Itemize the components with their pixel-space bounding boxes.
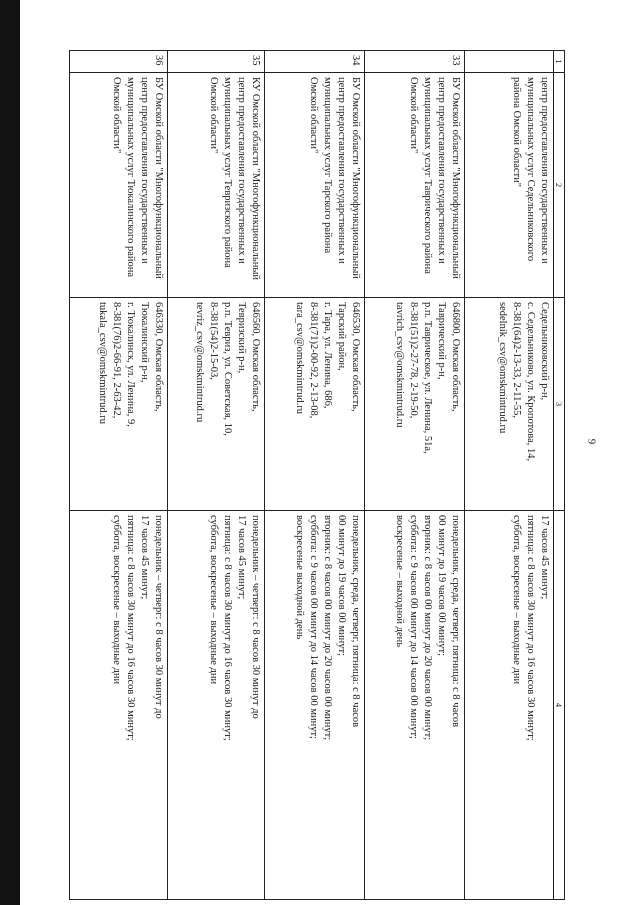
org-name-cell xyxy=(168,73,265,298)
org-line: центр предоставления государственных и xyxy=(139,77,150,264)
schedule-line: 17 часов 45 минут; xyxy=(236,515,247,600)
table-row xyxy=(168,51,265,900)
row-number xyxy=(465,51,554,73)
org-line: центр предоставления государственных и xyxy=(336,77,347,264)
address-line: г. Тара, ул. Ленина, 686, xyxy=(322,302,333,409)
schedule-line: пятница: с 8 часов 30 минут до 16 часов 30 минут; xyxy=(125,515,136,741)
schedule-line: суббота, воскресенье – выходные дни xyxy=(111,515,122,685)
schedule-line: 17 часов 45 минут; xyxy=(539,515,550,600)
org-name-cell xyxy=(70,73,168,298)
rotated-table-wrapper xyxy=(80,50,565,900)
header-row xyxy=(554,51,565,900)
schedule-line: воскресенье – выходной день xyxy=(394,515,405,648)
schedule-cell xyxy=(465,511,554,900)
org-line: муниципальных услуг Тевризского района xyxy=(222,77,233,268)
schedule-line: суббота, воскресенье – выходные дни xyxy=(208,515,219,685)
table-row xyxy=(70,51,168,900)
schedule-line: 17 часов 45 минут; xyxy=(139,515,150,600)
email-text: tara_csv@omskmintrud.ru xyxy=(294,302,305,415)
org-line: БУ Омской области "Многофункциональный xyxy=(350,77,361,279)
schedule-line: понедельник, среда, четверг, пятница: с 8 часов xyxy=(350,515,361,728)
table-row xyxy=(465,51,554,900)
address-line: 646530, Омская область, xyxy=(350,302,361,412)
address-line: 646330, Омская область, xyxy=(153,302,164,412)
schedule-line: воскресенье выходной день xyxy=(294,515,305,640)
page-number: 9 xyxy=(585,438,598,445)
address-line: 646800, Омская область, xyxy=(450,302,461,412)
address-line: Седельниковский р-н, xyxy=(539,302,550,401)
org-line: района Омской области" xyxy=(511,77,522,188)
org-line: центр предоставления государственных и xyxy=(436,77,447,264)
address-line: 8-381(64)2-13-33, 2-11-55, xyxy=(511,302,522,418)
org-line: Омской области" xyxy=(111,77,122,154)
scan-left-border xyxy=(0,0,20,905)
address-cell xyxy=(365,298,465,511)
address-line: с. Седельниково, ул. Кропотова, 14, xyxy=(525,302,536,462)
schedule-line: понедельник, среда, четверг, пятница: с 8 часов xyxy=(450,515,461,728)
schedule-cell xyxy=(70,511,168,900)
schedule-line: суббота: с 9 часов 00 минут до 14 часов 00 минут; xyxy=(408,515,419,739)
schedule-line: суббота: с 9 часов 00 минут до 14 часов 00 минут; xyxy=(308,515,319,739)
schedule-cell xyxy=(365,511,465,900)
address-cell xyxy=(465,298,554,511)
address-line: 8-381(76)2-66-91, 2-63-42, xyxy=(111,302,122,419)
org-line: муниципальных услуг Тюкалинского района xyxy=(125,77,136,278)
header-col-1: 1 xyxy=(554,51,565,73)
org-line: БУ Омской области "Многофункциональный xyxy=(450,77,461,279)
header-col-2: 2 xyxy=(554,73,565,298)
schedule-line: вторник: с 8 часов 00 минут до 20 часов 00 минут; xyxy=(322,515,333,741)
org-line: БУ Омской области "Многофункциональный xyxy=(153,77,164,279)
schedule-line: понедельник – четверг: с 8 часов 30 минут до xyxy=(153,515,164,719)
schedule-line: понедельник – четверг: с 8 часов 30 минут до xyxy=(250,515,261,719)
schedule-line: вторник: с 8 часов 00 минут до 20 часов 00 минут; xyxy=(422,515,433,741)
email-text: tukala_csv@omskmintrud.ru xyxy=(97,302,108,424)
address-line: г. Тюкалинск, ул. Ленина, 9, xyxy=(125,302,136,427)
address-line: 8-381(54)2-15-03, xyxy=(208,302,219,380)
org-line: муниципальных услуг Таврического района xyxy=(422,77,433,274)
org-line: центр предоставления государственных и xyxy=(236,77,247,264)
address-cell xyxy=(265,298,365,511)
address-line: р.п. Тевриз, ул. Советская, 10, xyxy=(222,302,233,436)
row-number: 34 xyxy=(265,51,365,73)
email-text: tavrich_csv@omskmintrud.ru xyxy=(394,302,405,428)
address-line: Тевризский р-н, xyxy=(236,302,247,374)
schedule-line: 00 минут до 19 часов 00 минут; xyxy=(336,515,347,657)
schedule-line: пятница: с 8 часов 30 минут до 16 часов 30 минут; xyxy=(222,515,233,741)
header-col-3: 3 xyxy=(554,298,565,511)
schedule-line: 00 минут до 19 часов 00 минут; xyxy=(436,515,447,657)
table-row xyxy=(365,51,465,900)
address-line: Таврический р-н, xyxy=(436,302,447,380)
org-line: центр предоставления государственных и xyxy=(539,77,550,264)
org-line: Омской области" xyxy=(308,77,319,154)
email-text: tevriz_csv@omskmintrud.ru xyxy=(194,302,205,423)
schedule-cell xyxy=(265,511,365,900)
mfc-table xyxy=(69,50,565,900)
header-col-4: 4 xyxy=(554,511,565,900)
org-line: КУ Омской области "Многофункциональный xyxy=(250,77,261,281)
address-cell xyxy=(70,298,168,511)
table-row xyxy=(265,51,365,900)
schedule-cell xyxy=(168,511,265,900)
address-line: Тюкалинский р-н, xyxy=(139,302,150,383)
row-number: 36 xyxy=(70,51,168,73)
schedule-line: суббота, воскресенье – выходные дни xyxy=(511,515,522,685)
org-name-cell xyxy=(265,73,365,298)
address-cell xyxy=(168,298,265,511)
address-line: 8-381(51)2-27-78, 2-19-50, xyxy=(408,302,419,419)
org-line: Омской области" xyxy=(408,77,419,154)
address-line: 646560, Омская область, xyxy=(250,302,261,412)
schedule-line: пятница: с 8 часов 30 минут до 16 часов 30 минут; xyxy=(525,515,536,741)
org-line: муниципальных услуг Седельниковского xyxy=(525,77,536,262)
address-line: 8-381(71)2-00-92, 2-13-08, xyxy=(308,302,319,419)
org-name-cell xyxy=(365,73,465,298)
row-number: 35 xyxy=(168,51,265,73)
address-line: Тарский район, xyxy=(336,302,347,371)
org-name-cell xyxy=(465,73,554,298)
org-line: Омской области" xyxy=(208,77,219,154)
address-line: р.п. Таврическое, ул. Ленина, 51а, xyxy=(422,302,433,454)
org-line: муниципальных услуг Тарского района xyxy=(322,77,333,254)
email-text: sedelnik_csv@omskmintrud.ru xyxy=(497,302,508,434)
row-number: 33 xyxy=(365,51,465,73)
